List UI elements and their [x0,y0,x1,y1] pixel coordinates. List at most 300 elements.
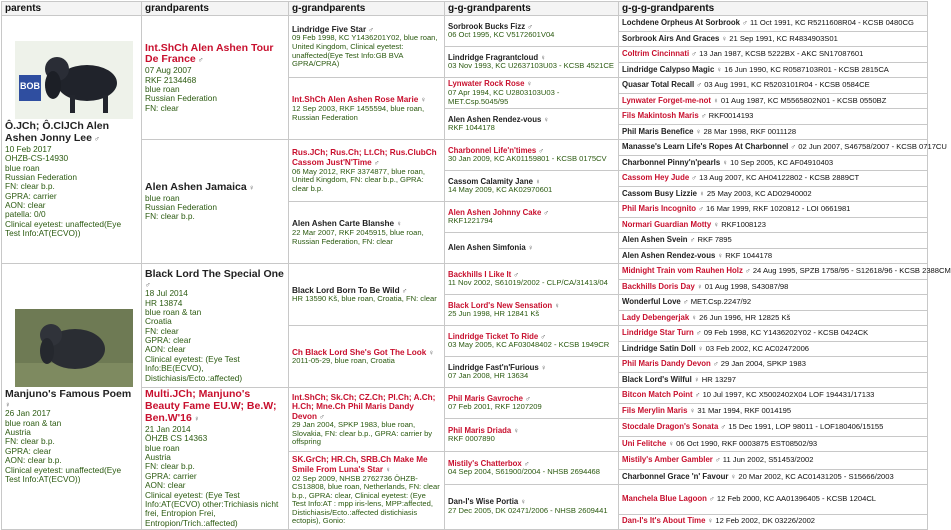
g-g-g-grandparent-cell [619,485,928,514]
dog-name-link[interactable]: Lindridge Fragrantcloud [448,52,539,62]
g-g-g-grandparent-cell [619,31,928,47]
dog-info: 29 Jan 2004, SPKP 1983 [720,359,806,369]
pedigree-table [1,1,951,530]
g-g-g-grandparent-cell [619,202,928,218]
dog-name-link[interactable]: Lindridge Five Star [292,24,367,34]
dog-name-link[interactable]: Backhills Doris Day [622,281,695,291]
g-g-g-grandparent-cell [619,436,928,452]
dog-name-link[interactable]: Bitcon Match Point [622,390,693,400]
g-g-g-grandparent-cell [619,341,928,357]
dog-details [145,66,285,113]
male-icon: ♂ [523,458,530,468]
male-icon: ♂ [682,297,689,307]
female-icon: ♀ [513,425,520,435]
g-grandparent-cell [289,16,445,78]
male-icon: ♂ [790,142,797,152]
g-g-g-grandparent-cell [619,217,928,233]
g-g-grandparent-cell [445,485,619,530]
dog-info: 03 Aug 1991, KC R5203101R04 - KCSB 0584CE [704,80,870,90]
g-g-g-grandparent-cell [619,171,928,187]
detail-line: HR 13590 Kš, blue roan, Croatia, FN: clear [292,294,437,304]
dog-name-link[interactable]: Black Lord's Wilful [622,374,692,384]
detail-line: 22 Mar 2007, RKF 2045915, blue roan, Russian Federation, FN: clear [292,228,424,246]
dog-name-link[interactable]: Lynwater Forget-me-not [622,95,711,105]
female-icon: ♀ [526,79,533,89]
g-g-grandparent-cell [445,109,619,140]
dog-info: 09 Feb 1998, KC Y1436202Y02 - KCSB 0424CK [703,328,869,338]
female-icon: ♀ [691,312,697,322]
detail-line: GPRA: carrier [145,470,197,481]
dog-details [448,435,615,444]
female-icon: ♀ [696,281,703,291]
detail-line: 02 Sep 2009, NHSB 2762736 ÖHZB-CS13808, blue roan, Netherlands, FN: clear b.p., GPRA: clear, Clinical eyetest: (Eye Test Info:AT : mpp iris-lens, MPP:affected, Distichiasis/Ecto.:affected distichiasis ectopis), Gonio: [292,473,440,526]
detail-line: blue roan & tan [5,417,62,428]
male-icon: ♂ [744,266,751,276]
dog-name-link[interactable]: Uni Felitche [622,438,667,448]
male-icon: ♂ [538,145,545,155]
dog-info: 03 Feb 2002, KC AC02472006 [705,343,810,353]
female-icon: ♀ [695,126,702,136]
detail-line: OHZB-CS-14930 [5,153,69,164]
dog-details [448,217,615,226]
dog-name-link[interactable]: Charbonnel Life'n'times [448,145,537,155]
male-icon: ♂ [368,24,374,34]
parent-cell [2,264,142,530]
female-icon: ♀ [385,464,391,474]
dog-name-link[interactable]: Dan-I's It's About Time [622,516,706,526]
female-icon: ♀ [543,114,550,124]
dog-info: 10 Jul 1997, KC X5002402X04 LOF 194431/17133 [702,390,875,400]
dog-name-link[interactable]: Lindridge Ticket To Ride [448,331,539,341]
g-g-grandparent-cell [445,264,619,295]
male-icon: ♂ [714,455,721,465]
dog-name-link[interactable]: Cassom Calamity Jane [448,176,533,186]
g-g-g-grandparent-cell [619,295,928,311]
male-icon: ♂ [694,390,701,400]
male-icon: ♂ [525,393,531,403]
dog-info: 26 Jun 1996, HR 12825 Kš [699,312,791,322]
dog-info: 28 Mar 1998, RKF 0011128 [703,126,797,136]
detail-line: 14 May 2009, KC AK02970601 [448,185,553,195]
detail-line: 11 Nov 2002, S61019/2002 - CLP/CA/31413/04 [448,278,608,288]
female-icon: ♀ [193,414,200,424]
dog-details [448,403,615,412]
dog-details [448,507,615,516]
dog-name-link[interactable]: Alen Ashen Johnny Cake [448,207,542,217]
dog-name-link[interactable]: Cassom Busy Lizzie [622,188,697,198]
g-g-grandparent-cell [445,171,619,202]
male-icon: ♂ [709,494,715,504]
dog-name-link[interactable]: Phil Maris Benefice [622,126,694,136]
dog-info: 16 Mar 1999, RKF 1020812 - LOI 0661981 [706,204,851,214]
male-icon: ♂ [540,331,547,341]
dog-info: 13 Jan 1987, KCSB 5222BX - AKC SN17087601 [699,49,864,59]
g-g-g-grandparent-cell [619,140,947,156]
detail-line: 06 Oct 1995, KC V5172601V04 [448,30,555,40]
dog-info: 25 May 2003, KC AD02940002 [706,188,812,198]
grandparent-cell [142,140,289,264]
dog-name-link[interactable]: Int.ShCh; Sk.Ch; CZ.Ch; Pl.Ch; A.Ch; H.Ch; Mne.Ch Phil Maris Dandy Devon [292,392,436,421]
g-g-grandparent-cell [445,295,619,326]
dog-details [448,124,615,133]
male-icon: ♂ [712,359,719,369]
dog-info: 24 Aug 1995, SPZB 1758/95 - S12618/96 - KCSB 2388CM [752,266,951,276]
female-icon: ♀ [722,157,728,167]
male-icon: ♂ [691,173,697,183]
dog-name-link[interactable]: Ô.JCh; Ô.ClJCh Alen Ashen Jonny Lee [5,120,110,144]
male-icon: ♂ [720,422,727,432]
dog-name-link[interactable]: Manasse's Learn Life's Ropes At Charbonnel [622,142,789,152]
dog-name-link[interactable]: Int.ShCh Alen Ashen Tour De France [145,41,274,66]
g-grandparent-cell [289,452,445,530]
dog-name-link[interactable]: Mistily's Amber Gambler [622,455,713,465]
female-icon: ♀ [554,300,560,310]
dog-info: 01 Aug 1998, S43087/98 [704,281,789,291]
detail-line: 12 Sep 2003, RKF 1455594, blue roan, Russian Federation [292,104,425,122]
detail-line: 29 Jan 2004, SPKP 1983, blue roan, Slovakia, FN: clear b.p., GPRA: carrier by offspring [292,420,433,447]
g-grandparent-cell [289,140,445,202]
dog-info: 13 Aug 2007, KC AH04122802 - KCSB 2889CT [699,173,860,183]
detail-line: blue roan [145,192,180,203]
male-icon: ♂ [94,133,100,143]
g-g-grandparent-cell [445,202,619,233]
g-grandparent-cell [289,388,445,452]
detail-line: Russian Federation [145,202,217,213]
female-icon: ♀ [527,242,534,252]
dog-name-link[interactable]: Normari Guardian Motty [622,219,712,229]
dog-name-link[interactable]: Alen Ashen Simfonia [448,242,526,252]
detail-line: blue roan [145,442,180,453]
dog-details [292,421,441,447]
dog-info: 16 Jun 1990, KC R0587103R01 - KCSB 2815CA [724,64,889,74]
dog-details [448,155,615,164]
g-g-grandparent-cell [445,233,619,264]
g-g-g-grandparent-cell [619,78,928,94]
dog-info: 31 Mar 1994, RKF 0014195 [697,405,792,415]
g-g-g-grandparent-cell [619,264,951,280]
female-icon: ♀ [428,347,435,357]
g-grandparent-cell [289,202,445,264]
g-grandparent-cell [289,326,445,388]
g-g-g-grandparent-cell [619,109,928,125]
detail-line: blue roan & tan [145,306,202,317]
dog-name-link[interactable]: Lynwater Rock Rose [448,79,525,89]
detail-line: Russian Federation [5,171,77,182]
male-icon: ♂ [698,204,704,214]
dog-name-link[interactable]: Dan-I's Wise Portia [448,497,519,507]
parent-cell [2,16,142,264]
detail-line: GPRA: clear [5,445,52,456]
dog-details [292,105,441,122]
dog-name-link[interactable]: Fils Merylin Maris [622,405,688,415]
detail-line: Austria [5,427,31,438]
grandparent-cell [142,264,289,388]
dog-name-link[interactable]: Phil Maris Gavroche [448,393,523,403]
dog-name-link[interactable]: Cassom Hey Jude [622,173,690,183]
g-g-g-grandparent-cell [619,469,928,485]
detail-line: 07 Feb 2001, RKF 1207209 [448,402,542,412]
dog-details [145,194,285,222]
dog-name-link[interactable]: Multi.JCh; Manjuno's Beauty Fame EU.W; Be.W; Ben.W'16 [145,388,277,425]
g-g-grandparent-cell [445,388,619,419]
dog-name-link[interactable]: Lindridge Fast'n'Furious [448,362,539,372]
male-icon: ♂ [513,269,520,279]
dog-info: 20 Mar 2002, KC AC01431205 - S15666/2003 [738,471,894,481]
g-g-grandparent-cell [445,419,619,452]
sire-photo [15,41,133,119]
dog-details [292,475,441,526]
dog-name-link[interactable]: Int.ShCh Alen Ashen Rose Marie [292,95,419,105]
detail-line: Clinical eyetest: unaffected(Eye Test Info:AT(ECVO)) [5,464,122,484]
detail-line: 07 Jan 2008, HR 13634 [448,371,529,381]
detail-line: 30 Jan 2009, KC AK01159801 - KCSB 0175CV [448,154,607,164]
g-g-grandparent-cell [445,452,619,485]
female-icon: ♀ [420,95,427,105]
dog-name-link[interactable]: Lindridge Calypso Magic [622,64,715,74]
dog-name-link[interactable]: Stocdale Dragon's Sonata [622,422,719,432]
g-g-g-grandparent-cell [619,279,928,295]
dog-name-link[interactable]: Lindridge Star Turn [622,328,694,338]
detail-line: FN: clear b.p. [145,211,195,222]
detail-line: blue roan [145,83,180,94]
dog-name-link[interactable]: Rus.JCh; Rus.Ch; Lt.Ch; Rus.ClubCh Cassom Just'N'Time [292,148,437,167]
dog-info: 02 Jun 2007, S46758/2007 - KCSB 0717CU [798,142,947,152]
dog-details [448,468,615,477]
male-icon: ♂ [695,328,702,338]
male-icon: ♂ [197,55,204,65]
g-grandparent-cell [289,264,445,326]
dog-name-link[interactable]: Sorbrook Bucks Fizz [448,21,526,31]
dog-name-link[interactable]: Black Lord The Special One [145,267,284,280]
female-icon: ♀ [248,182,255,192]
g-g-g-grandparent-cell [619,155,928,171]
detail-line: 04 Sep 2004, S61900/2004 - NHSB 2694468 [448,467,600,477]
dog-details [5,409,138,484]
dog-name-link[interactable]: Coltrim Cincinnati [622,49,690,59]
dog-name-link[interactable]: Ch Black Lord She's Got The Look [292,347,427,357]
dog-name-link[interactable]: Quasar Total Recall [622,80,695,90]
dog-name-link[interactable]: Mistily's Chatterbox [448,458,522,468]
g-g-g-grandparent-cell [619,357,928,373]
male-icon: ♂ [145,279,151,289]
dog-name-link[interactable]: Wonderful Love [622,297,681,307]
detail-line: GPRA: carrier [5,190,57,201]
dog-name-link[interactable]: Lindridge Satin Doll [622,343,696,353]
female-icon: ♀ [707,516,714,526]
g-g-g-grandparent-cell [619,403,928,419]
dog-name-link[interactable]: Phil Maris Dandy Devon [622,359,711,369]
female-icon: ♀ [693,374,700,384]
detail-line: Russian Federation [145,93,217,104]
female-icon: ♀ [5,399,11,409]
dog-name-link[interactable]: Alen Ashen Svein [622,235,688,245]
detail-line: 27 Dec 2005, DK 02471/2006 - NHSB 2609441 [448,506,608,516]
dog-details [292,229,441,246]
dog-details [448,310,615,319]
g-g-grandparent-cell [445,16,619,47]
dog-info: 10 Sep 2005, KC AF04910403 [730,157,834,167]
female-icon: ♀ [717,250,724,260]
female-icon: ♀ [535,176,541,186]
detail-line: Croatia [145,316,172,327]
dog-details [145,425,285,528]
g-g-g-grandparent-cell [619,62,928,78]
dog-name-link[interactable]: Alen Ashen Rendez-vous [448,114,542,124]
grandparent-cell [142,16,289,140]
detail-line: patella: 0/0 [5,209,46,220]
g-g-g-grandparent-cell [619,93,928,109]
table-row [2,16,928,32]
g-g-grandparent-cell [445,78,619,109]
detail-line: 03 May 2005, KC AF03048402 - KCSB 1949CR [448,340,610,350]
female-icon: ♀ [699,188,705,198]
dog-name-link[interactable]: Alen Ashen Carte Blanshe [292,219,395,229]
dog-info: 21 Sep 1991, KC R4834903S01 [729,33,838,43]
dog-details [448,279,615,288]
dam-photo [15,309,133,387]
dog-info: 01 Aug 1987, KC M5565802N01 - KCSB 0550BZ [720,95,887,105]
dog-name-link[interactable]: Lochdene Orpheus At Sorbrook [622,18,740,28]
dog-details [448,31,615,40]
male-icon: ♂ [700,111,707,121]
dog-name-link[interactable]: SK.GrCh; HR.Ch, SRB.Ch Make Me Smile From Luna's Star [292,455,428,474]
g-g-g-grandparent-cell [619,388,928,404]
detail-line: RKF 0007890 [448,434,495,444]
g-g-grandparent-cell [445,140,619,171]
dog-info: 15 Dec 1991, LOP 98011 - LOF180406/15155 [728,422,884,432]
dog-details [448,341,615,350]
dog-details [448,89,615,106]
detail-line: 10 Feb 2017 [5,143,52,154]
dog-details [292,357,441,366]
table-row [2,264,928,280]
detail-line: FN: clear b.p. [5,436,55,447]
dog-info: RKF 7895 [697,235,732,245]
g-g-g-grandparent-cell [619,419,928,437]
female-icon: ♀ [396,219,402,229]
female-icon: ♀ [540,52,546,62]
detail-line: 26 Jan 2017 [5,408,51,419]
g-g-g-grandparent-cell [619,16,928,32]
dog-details [292,168,441,194]
g-g-g-grandparent-cell [619,452,928,470]
dog-name-link[interactable]: Phil Maris Driada [448,425,512,435]
g-g-g-grandparent-cell [619,124,928,140]
dog-name-link[interactable]: Alen Ashen Rendez-vous [622,250,716,260]
detail-line: 09 Feb 1998, KC Y1436201Y02, blue roan, United Kingdom, Clinical eyetest: unaffected(Eye Test Info:GB BVA GPRA/CPRA) [292,33,438,69]
dog-details [292,34,441,68]
male-icon: ♂ [373,157,380,167]
detail-line: RKF 1044178 [448,123,495,133]
dog-name-link[interactable]: Fils Makintosh Maris [622,111,699,121]
detail-line: FN: clear b.p. [145,461,195,472]
detail-line: RKF1221794 [448,216,493,226]
g-g-g-grandparent-cell [619,248,928,264]
male-icon: ♂ [689,235,696,245]
detail-line: FN: clear [145,325,179,336]
female-icon: ♀ [668,438,675,448]
detail-line: blue roan [5,162,40,173]
dog-info: RKF1008123 [721,219,766,229]
detail-line: 25 Jun 1998, HR 12841 Kš [448,309,540,319]
dog-info: HR 13297 [701,374,736,384]
grandparent-cell [142,388,289,530]
detail-line: Clinical eyetest: (Eye Test Info:AT(ECVO) other:Trichiasis nicht frei, Entropion Frei, Entropion/Trich.:affected) [145,489,279,528]
detail-line: Clinical eyetest: (Eye Test Info:BE(ECVO), Distichiasis/Ecto.:affected) [145,353,243,383]
male-icon: ♂ [696,80,703,90]
dog-info: 11 Jun 2002, S51453/2002 [722,455,814,465]
dog-details [448,372,615,381]
detail-line: 07 Apr 1994, KC U2803103U03 - MET.Csp.5045/95 [448,88,560,106]
dog-info: RKF 1044178 [725,250,773,260]
female-icon: ♀ [713,95,719,105]
bob-badge: BOB [20,81,40,92]
dog-name-link[interactable]: Midnight Train vom Rauhen Holz [622,266,743,276]
g-g-g-grandparent-cell [619,47,928,63]
dog-details [448,186,615,195]
dog-info: 11 Oct 1991, KC R5211608R04 - KCSB 0480CG [749,18,914,28]
female-icon: ♀ [713,219,720,229]
g-g-g-grandparent-cell [619,372,928,388]
male-icon: ♂ [319,411,325,421]
male-icon: ♂ [527,21,533,31]
dog-details [145,289,285,383]
header-g-g-grandparents: g-g-grandparents [445,2,619,16]
dog-info: 06 Oct 1990, RKF 0003875 EST08502/93 [676,438,818,448]
detail-line: FN: clear [145,102,179,113]
dog-name-link[interactable]: Manchela Blue Lagoon [622,494,707,504]
detail-line: AON: clear [145,480,186,491]
male-icon: ♂ [742,18,748,28]
male-icon: ♂ [401,285,408,295]
g-g-g-grandparent-cell [619,310,928,326]
dog-name-link[interactable]: Lady Debengerjak [622,312,690,322]
detail-line: 21 Jan 2014 [145,423,191,434]
dog-name-link[interactable]: Black Lord's New Sensation [448,300,553,310]
header-parents: parents [2,2,142,16]
detail-line: 07 Aug 2007 [145,65,192,76]
header-grandparents: grandparents [142,2,289,16]
detail-line: 18 Jul 2014 [145,288,188,299]
dog-info: 12 Feb 2000, KC AA01396405 - KCSB 1204CL [716,494,877,504]
dog-name-link[interactable]: Phil Maris Incognito [622,204,697,214]
dog-info: 12 Feb 2002, DK 03226/2002 [715,516,816,526]
female-icon: ♀ [721,33,728,43]
g-grandparent-cell [289,78,445,140]
g-g-g-grandparent-cell [619,326,928,342]
g-g-g-grandparent-cell [619,514,928,530]
dog-name-link[interactable]: Black Lord Born To Be Wild [292,285,400,295]
female-icon: ♀ [689,405,696,415]
g-g-g-grandparent-cell [619,233,928,249]
detail-line: HR 13874 [145,297,183,308]
female-icon: ♀ [520,497,527,507]
g-g-g-grandparent-cell [619,186,928,202]
g-g-grandparent-cell [445,47,619,78]
dog-name-link[interactable]: Charbonnel Pinny'n'pearls [622,157,721,167]
header-g-g-g-grandparents: g-g-g-grandparents [619,2,928,16]
dog-details [448,62,615,71]
dog-name-link[interactable]: Alen Ashen Jamaica [145,180,247,193]
dog-name-link[interactable]: Charbonnel Grace 'n' Favour [622,471,729,481]
dog-details [292,295,441,304]
dog-name-link[interactable]: Sorbrook Airs And Graces [622,33,720,43]
detail-line: 2011-05-29, blue roan, Croatia [292,356,395,366]
detail-line: 03 Nov 1993, KC U2637103U03 - KCSB 4521CE [448,61,614,71]
dog-name-link[interactable]: Backhills I Like It [448,269,512,279]
detail-line: AON: clear [145,344,186,355]
dog-name-link[interactable]: Manjuno's Famous Poem [5,387,132,400]
